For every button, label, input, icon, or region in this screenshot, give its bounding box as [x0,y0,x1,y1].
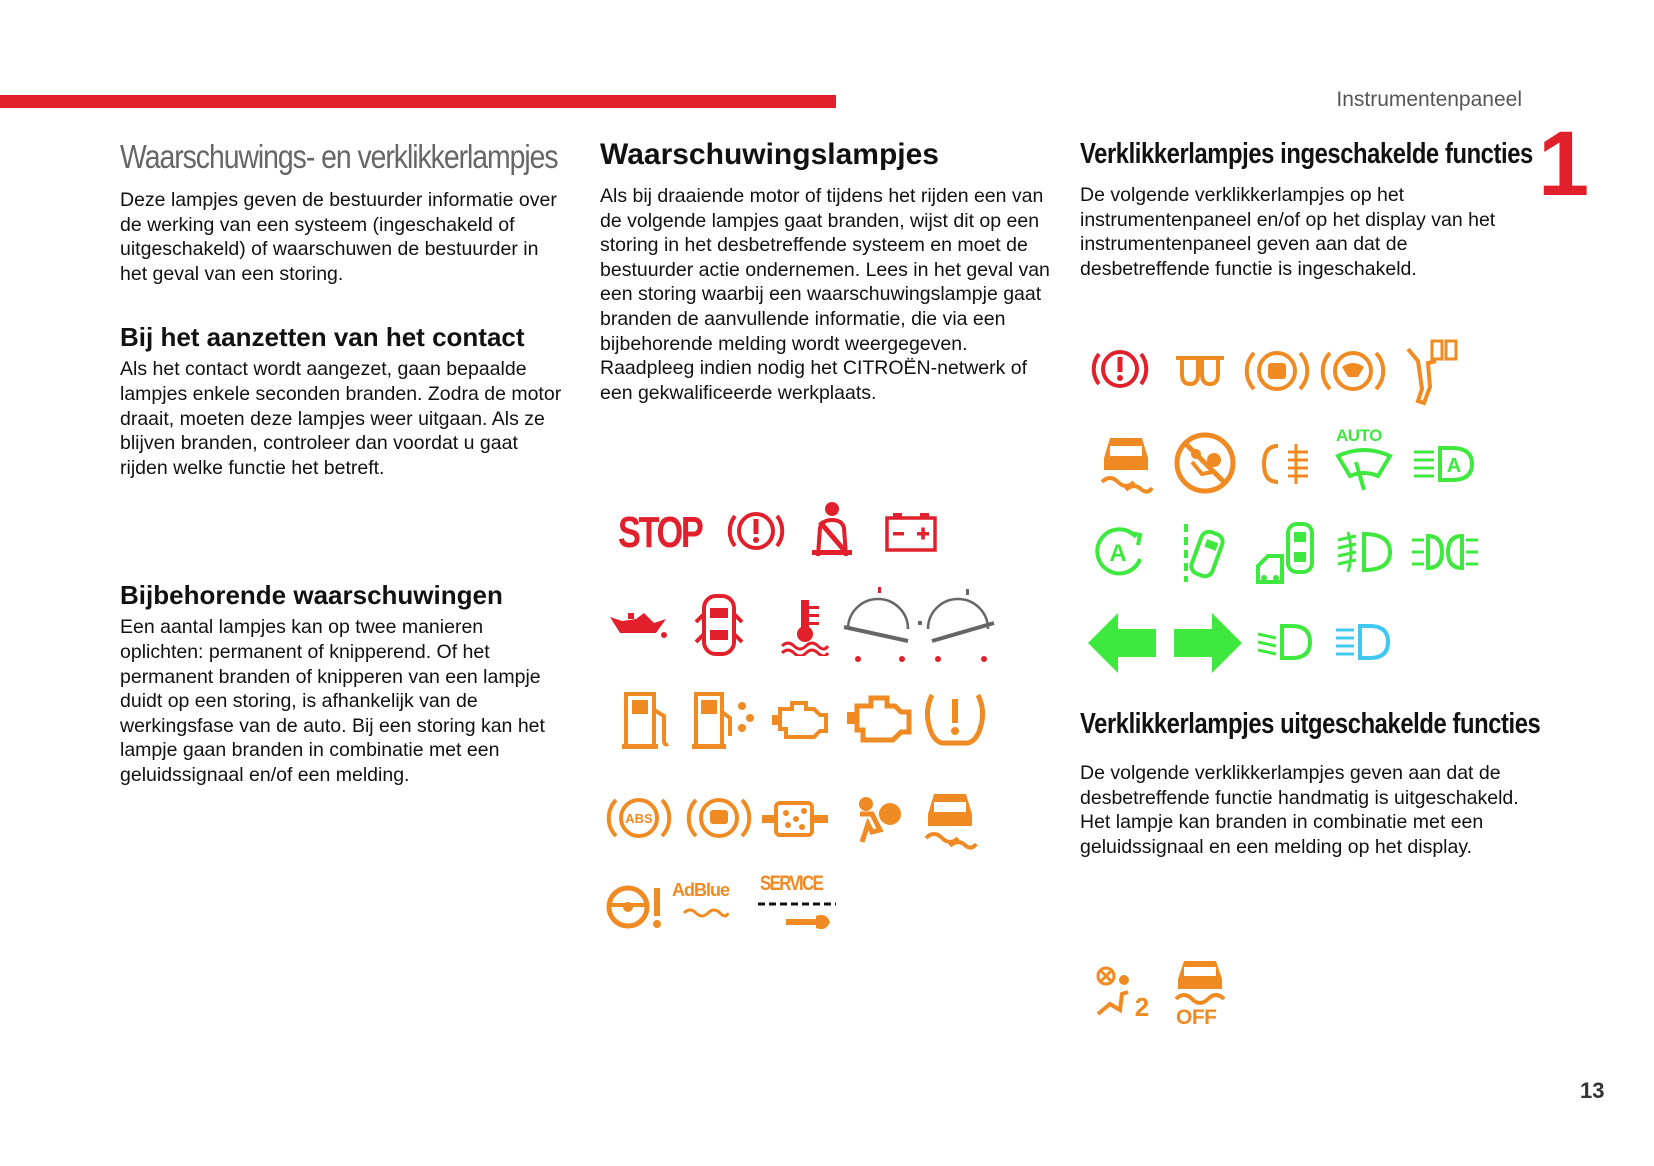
steering-lock-indicator-icon [1320,343,1386,399]
blind-spot-indicator-icon [1252,520,1318,586]
main-beam-indicator-icon [1334,622,1390,662]
column-indicator-lamps [1080,138,1540,281]
warning-lamps-paragraph: Als bij draaiende motor of tijdens het rijden een van de volgende lampjes gaat branden, wijst dit op een storing in het desbetreffende systeem en moet de bestuurder actie ondernemen. Lees in het geval van een storing waarbij een waarschuwingslampje gaat branden de aanvullende informatie, die via een bijbehorende melding wordt weergegeven. Raadpleeg indien nodig het CITROËN-netwerk of een gekwalificeerde werkplaats. [600,185,1050,404]
auto-wiping-indicator-icon [1334,446,1394,494]
svg-text:A: A [1109,540,1127,567]
brake-indicator-icon [1090,343,1150,395]
braking-system-warning-icon [686,788,752,848]
seatbelt-warning-icon [806,500,858,560]
stability-control-indicator-icon [1096,430,1156,496]
seat-two-label: 2 [1134,992,1150,1022]
indicators-off-title: Verklikkerlampjes uitgeschakelde functies [1080,708,1541,740]
svg-text:A: A [1446,455,1462,477]
electric-parking-brake-indicator-icon [1244,343,1310,399]
power-steering-warning-icon [604,880,666,934]
airbag-warning-icon [850,792,906,848]
abs-warning-icon [606,788,672,848]
column-indicator-off [1080,708,1540,859]
section-title: Instrumentenpaneel [1336,88,1522,111]
auto-wiper-label: AUTO [1336,426,1382,445]
stop-warning-icon: STOP [618,508,702,557]
brake-pad-wear-gauge-icon [838,585,998,667]
indicators-on-paragraph: De volgende verklikkerlampjes op het instrumentenpaneel en/of op het display van het instrumentenpaneel geven aan dat de desbetreffende functie is ingeschakeld. [1080,184,1496,280]
coolant-temperature-warning-icon [780,596,830,656]
adblue-warning-icon: AdBlue [672,880,729,900]
foot-on-brake-indicator-icon [1402,335,1462,407]
engine-warning-icon [770,695,830,745]
indicators-off-paragraph: De volgende verklikkerlampjes geven aan dat de desbetreffende functie handmatig is uitgeschakeld. Het lampje kan branden in combinatie met een geluidssignaal en een melding op het display. [1080,762,1519,858]
intro-paragraph: Deze lampjes geven de bestuurder informatie over de werking van een systeem (ingeschakeld of uitgeschakeld) of waarschuwen de bestuurder in het geval van een storing. [120,189,557,285]
column-intro [120,138,570,788]
battery-warning-icon [884,510,938,554]
stop-start-indicator-icon [1090,525,1146,581]
front-fog-lamp-indicator-icon [1336,528,1392,576]
chapter-number: 1 [1538,113,1590,215]
right-turn-indicator-icon [1172,611,1244,675]
rear-passenger-airbag-off-indicator-icon [1092,964,1156,1024]
dipped-beam-indicator-icon [1256,622,1312,662]
indicators-on-title: Verklikkerlampjes ingeschakelde functies [1080,138,1533,170]
off-label: OFF [1176,1006,1217,1029]
warning-lamps-title: Waarschuwingslampjes [600,138,939,171]
brake-warning-icon [726,505,786,557]
fuel-water-warning-icon [692,690,758,750]
stability-control-warning-icon [920,786,980,852]
contact-heading: Bij het aanzetten van het contact [120,322,525,353]
engine-fault-warning-icon [845,692,913,746]
tyre-pressure-warning-icon [920,685,990,751]
adblue-wave-icon [682,905,730,919]
abs-label: ABS [625,811,653,826]
sidelights-indicator-icon [1410,530,1480,574]
page-number: 13 [1580,1078,1605,1103]
left-turn-indicator-icon [1086,611,1158,675]
lane-departure-indicator-icon [1180,520,1234,586]
service-wrench-icon [756,898,836,938]
main-title: Waarschuwings- en verklikkerlampjes [120,138,558,175]
associated-paragraph: Een aantal lampjes kan op twee manieren oplichten: permanent of knipperend. Of het permanent branden of knipperen van een lampje duidt op een storing, is afhankelijk van de werkingsfase van de auto. Bij een storing kan het lampje gaan branden in combinatie met een geluidssignaal en/of een melding. [120,616,545,786]
oil-pressure-warning-icon [606,605,670,645]
passenger-airbag-off-indicator-icon [1172,430,1238,496]
auto-headlamp-indicator-icon [1412,444,1474,484]
associated-heading: Bijbehorende waarschuwingen [120,580,503,611]
fuel-low-warning-icon [622,690,674,750]
column-warning-lamps [600,138,1050,405]
particle-filter-warning-icon [760,795,832,843]
door-open-warning-icon [694,590,744,660]
service-warning-icon: SERVICE [760,872,823,895]
header-red-bar [0,95,836,108]
stability-control-off-indicator-icon [1172,955,1228,1007]
rear-fog-lamp-indicator-icon [1262,440,1312,488]
contact-paragraph: Als het contact wordt aangezet, gaan bepaalde lampjes enkele seconden branden. Zodra de motor draait, moeten deze lampjes weer uitgaan. Als ze blijven branden, controleer dan voordat u gaat rijden welke functie het betreft. [120,358,562,479]
preheating-indicator-icon [1172,352,1228,392]
